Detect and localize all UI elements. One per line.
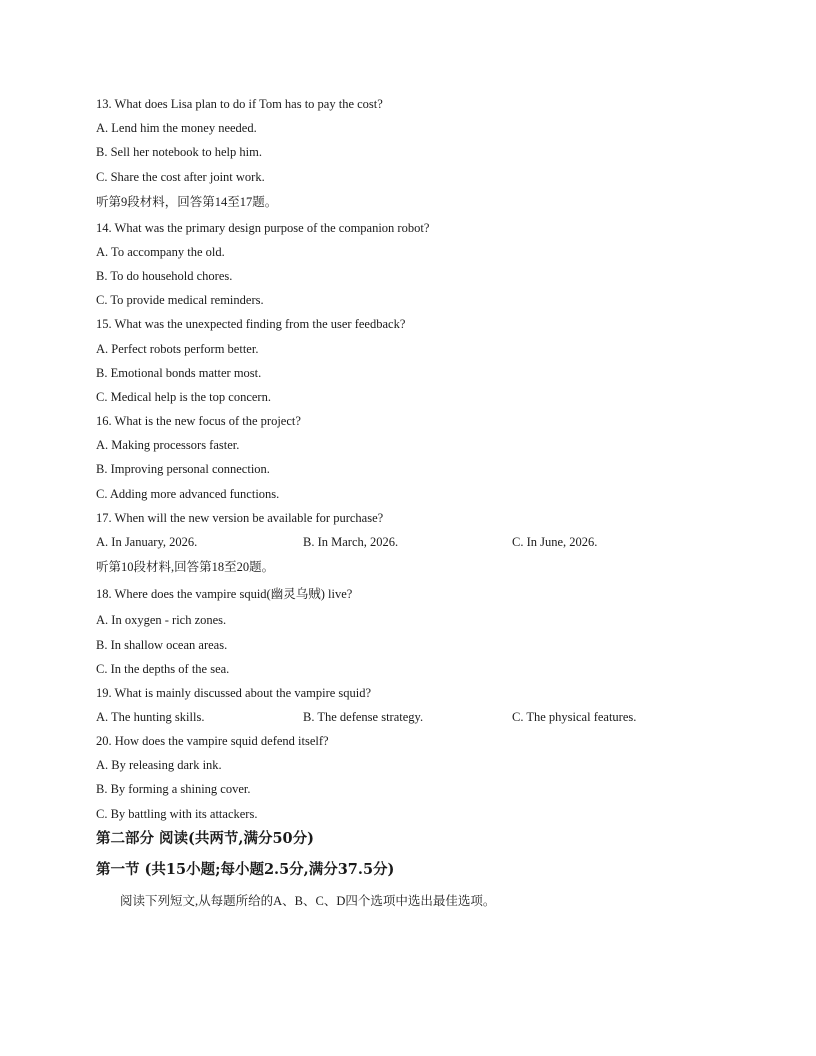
option-19c: C. The physical features. (512, 710, 637, 724)
option-13b: B. Sell her notebook to help him. (96, 145, 262, 159)
option-14c: C. To provide medical reminders. (96, 293, 264, 307)
option-20a: A. By releasing dark ink. (96, 758, 222, 772)
option-14a: A. To accompany the old. (96, 245, 225, 259)
question-14: 14. What was the primary design purpose of the companion robot? (96, 221, 430, 235)
listening-instruction-9: 听第9段材料，回答第14至17题。 (96, 195, 278, 209)
question-20: 20. How does the vampire squid defend itself? (96, 734, 329, 748)
option-14b: B. To do household chores. (96, 269, 233, 283)
question-18: 18. Where does the vampire squid(幽灵乌贼) live? (96, 587, 353, 601)
option-15a: A. Perfect robots perform better. (96, 342, 259, 356)
part2-heading: 第二部分 阅读(共两节,满分50分) (96, 830, 314, 847)
option-18b: B. In shallow ocean areas. (96, 638, 228, 652)
option-16c: C. Adding more advanced functions. (96, 487, 280, 501)
question-13: 13. What does Lisa plan to do if Tom has to pay the cost? (96, 97, 383, 111)
option-19b: B. The defense strategy. (303, 710, 424, 724)
option-16a: A. Making processors faster. (96, 438, 240, 452)
option-15c: C. Medical help is the top concern. (96, 390, 271, 404)
options-19 (96, 709, 716, 725)
option-19a: A. The hunting skills. (96, 710, 205, 724)
question-16: 16. What is the new focus of the project? (96, 414, 301, 428)
option-13c: C. Share the cost after joint work. (96, 170, 265, 184)
question-19: 19. What is mainly discussed about the vampire squid? (96, 686, 372, 700)
option-18a: A. In oxygen - rich zones. (96, 613, 227, 627)
option-16b: B. Improving personal connection. (96, 462, 270, 476)
question-15: 15. What was the unexpected finding from the user feedback? (96, 317, 406, 331)
option-18c: C. In the depths of the sea. (96, 662, 230, 676)
option-17c: C. In June, 2026. (512, 535, 598, 549)
section1-heading: 第一节 (共15小题;每小题2.5分,满分37.5分) (96, 861, 395, 878)
option-15b: B. Emotional bonds matter most. (96, 366, 262, 380)
option-17a: A. In January, 2026. (96, 535, 198, 549)
option-20c: C. By battling with its attackers. (96, 807, 258, 821)
option-20b: B. By forming a shining cover. (96, 782, 251, 796)
reading-instruction: 阅读下列短文,从每题所给的A、B、C、D四个选项中选出最佳选项。 (120, 894, 496, 908)
options-17 (96, 534, 716, 550)
option-17b: B. In March, 2026. (303, 535, 399, 549)
option-13a: A. Lend him the money needed. (96, 121, 257, 135)
question-17: 17. When will the new version be available for purchase? (96, 511, 384, 525)
listening-instruction-10: 听第10段材料,回答第18至20题。 (96, 560, 275, 574)
